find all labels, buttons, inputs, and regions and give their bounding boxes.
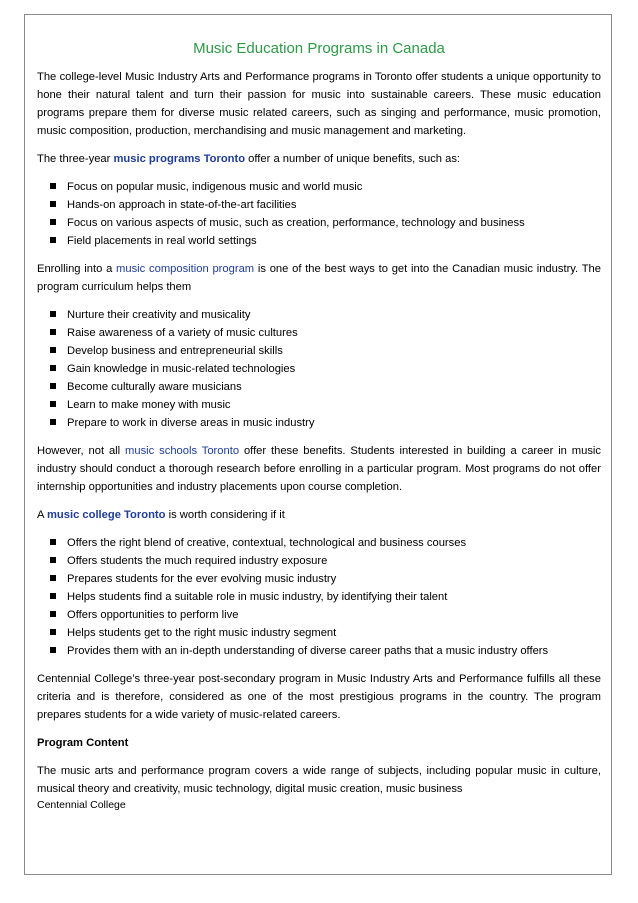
benefits-list <box>37 178 601 250</box>
program-content-heading: Program Content <box>37 737 129 749</box>
text: A <box>37 509 47 521</box>
music-composition-link[interactable]: music composition program <box>116 263 255 275</box>
list-item <box>37 360 601 378</box>
program-content-paragraph: The music arts and performance program covers a wide range of subjects, including popular music in culture, musical theory and creativity, music technology, digital music creation, music business <box>37 765 601 795</box>
bullet-icon <box>50 237 56 243</box>
list-item-text: Helps students get to the right music industry segment <box>67 627 337 639</box>
text: However, not all <box>37 445 126 457</box>
list-item-text: Raise awareness of a variety of music cultures <box>67 327 298 339</box>
list-item <box>37 196 601 214</box>
bullet-icon <box>50 539 56 545</box>
bullet-icon <box>50 401 56 407</box>
college-paragraph <box>37 506 601 524</box>
document-title: Music Education Programs in Canada <box>193 40 445 57</box>
list-item-text: Gain knowledge in music-related technologies <box>67 363 296 375</box>
bullet-icon <box>50 201 56 207</box>
composition-paragraph <box>37 260 601 296</box>
list-item-text: Offers the right blend of creative, contextual, technological and business courses <box>67 537 467 549</box>
list-item <box>37 306 601 324</box>
list-item-text: Learn to make money with music <box>67 399 231 411</box>
bullet-icon <box>50 593 56 599</box>
list-item <box>37 396 601 414</box>
list-item-text: Prepare to work in diverse areas in music industry <box>67 417 315 429</box>
intro-paragraph: The college-level Music Industry Arts and Performance programs in Toronto offer students a unique opportunity to hone their natural talent and turn their passion for music into sustainable careers. These music education programs prepare them for diverse music related careers, such as singing and performance, music promotion, music composition, production, merchandising and music management and marketing. <box>37 71 601 137</box>
list-item-text: Nurture their creativity and musicality <box>67 309 251 321</box>
bullet-icon <box>50 311 56 317</box>
list-item <box>37 324 601 342</box>
music-college-link[interactable]: music college Toronto <box>46 509 166 521</box>
text: offer these benefits. Students interested in building a career in music industry should conduct a thorough research before enrolling in a particular program. Most programs do not offer internship opportunities and industry placements upon course completion. <box>37 445 602 493</box>
criteria-list <box>37 534 601 660</box>
bullet-icon <box>50 329 56 335</box>
list-item <box>37 588 601 606</box>
list-item-text: Field placements in real world settings <box>67 235 257 247</box>
list-item <box>37 534 601 552</box>
text: offer a number of unique benefits, such as: <box>245 153 461 165</box>
list-item-text: Helps students find a suitable role in music industry, by identifying their talent <box>67 591 448 603</box>
text: is one of the best ways to get into the Canadian music industry. The program curriculum helps them <box>37 263 601 293</box>
list-item-text: Offers opportunities to perform live <box>67 609 239 621</box>
list-item <box>37 570 601 588</box>
list-item-text: Become culturally aware musicians <box>67 381 242 393</box>
centennial-paragraph: Centennial College’s three-year post-secondary program in Music Industry Arts and Performance fulfills all these criteria and is therefore, considered as one of the most prestigious programs in the country. The program prepares students for a wide variety of music-related careers. <box>37 673 601 721</box>
bullet-icon <box>50 647 56 653</box>
text: Enrolling into a <box>37 263 117 275</box>
list-item-text: Develop business and entrepreneurial skills <box>67 345 283 357</box>
bullet-icon <box>50 383 56 389</box>
schools-paragraph <box>37 442 601 496</box>
benefits-intro-paragraph <box>37 150 601 168</box>
list-item <box>37 642 601 660</box>
list-item-text: Provides them with an in-depth understanding of diverse career paths that a music industry offers <box>67 645 549 657</box>
list-item <box>37 606 601 624</box>
bullet-icon <box>50 347 56 353</box>
bullet-icon <box>50 611 56 617</box>
bullet-icon <box>50 575 56 581</box>
bullet-icon <box>50 365 56 371</box>
bullet-icon <box>50 183 56 189</box>
bullet-icon <box>50 557 56 563</box>
list-item-text: Offers students the much required industry exposure <box>67 555 328 567</box>
music-programs-link[interactable]: music programs Toronto <box>113 153 246 165</box>
list-item-text: Focus on various aspects of music, such as creation, performance, technology and business <box>67 217 525 229</box>
list-item <box>37 624 601 642</box>
curriculum-list <box>37 306 601 432</box>
document-body <box>37 40 601 812</box>
page-footer: Centennial College <box>37 799 126 811</box>
list-item <box>37 232 601 250</box>
text: The three-year <box>37 153 114 165</box>
bullet-icon <box>50 219 56 225</box>
bullet-icon <box>50 419 56 425</box>
list-item-text: Hands-on approach in state-of-the-art facilities <box>67 199 297 211</box>
list-item <box>37 214 601 232</box>
list-item <box>37 178 601 196</box>
list-item <box>37 552 601 570</box>
music-schools-link[interactable]: music schools Toronto <box>125 445 240 457</box>
list-item <box>37 414 601 432</box>
list-item <box>37 378 601 396</box>
list-item-text: Prepares students for the ever evolving music industry <box>67 573 337 585</box>
text: is worth considering if it <box>165 509 285 521</box>
list-item <box>37 342 601 360</box>
bullet-icon <box>50 629 56 635</box>
list-item-text: Focus on popular music, indigenous music and world music <box>67 181 363 193</box>
